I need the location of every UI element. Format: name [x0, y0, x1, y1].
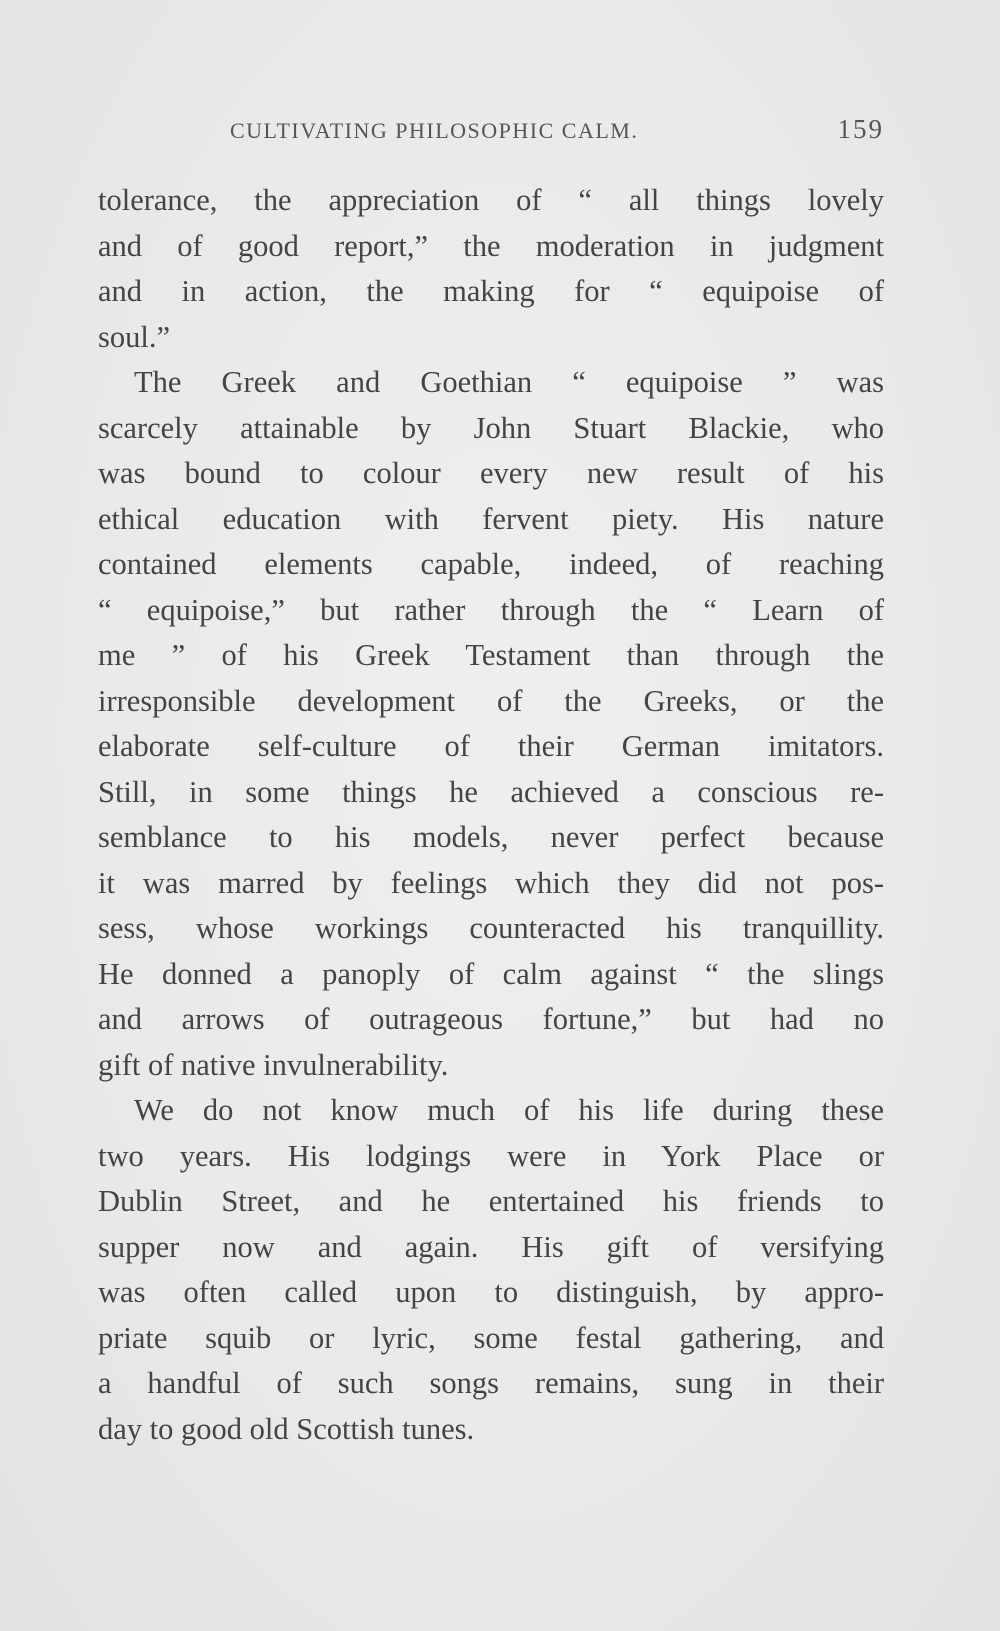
- text-line: irresponsible development of the Greeks, or the: [98, 683, 884, 718]
- text-line: was often called upon to distinguish, by appro-: [98, 1275, 884, 1309]
- text-line: soul.”: [98, 319, 171, 354]
- page-number: 159: [837, 114, 884, 144]
- paragraph: [98, 360, 884, 1088]
- text-line: it was marred by feelings which they did not pos-: [98, 865, 884, 900]
- text-line: and arrows of outrageous fortune,” but had no: [98, 1002, 884, 1036]
- page-header: [98, 110, 884, 150]
- text-line: me ” of his Greek Testament than through the: [98, 638, 884, 672]
- text-line: and of good report,” the moderation in judgment: [98, 228, 884, 263]
- text-line: and in action, the making for “ equipoise of: [98, 274, 884, 308]
- text-line: Still, in some things he achieved a conscious re-: [98, 774, 884, 809]
- running-head: CULTIVATING PHILOSOPHIC CALM.: [230, 118, 639, 143]
- text-line: priate squib or lyric, some festal gathering, and: [98, 1320, 884, 1355]
- text-line: semblance to his models, never perfect because: [98, 820, 884, 854]
- text-line: sess, whose workings counteracted his tranquillity.: [98, 911, 884, 945]
- text-line: ethical education with fervent piety. His nature: [98, 501, 884, 536]
- text-line: The Greek and Goethian “ equipoise ” was: [134, 365, 884, 399]
- text-line: We do not know much of his life during these: [134, 1093, 884, 1127]
- text-line: Dublin Street, and he entertained his friends to: [98, 1184, 884, 1218]
- text-line: tolerance, the appreciation of “ all things lovely: [98, 183, 884, 217]
- text-line: “ equipoise,” but rather through the “ Learn of: [98, 592, 884, 627]
- text-line: day to good old Scottish tunes.: [98, 1411, 475, 1446]
- paragraph: [98, 178, 884, 360]
- text-line: He donned a panoply of calm against “ the slings: [98, 956, 884, 991]
- text-line: gift of native invulnerability.: [98, 1047, 449, 1082]
- text-line: contained elements capable, indeed, of reaching: [98, 547, 884, 581]
- text-line: was bound to colour every new result of his: [98, 456, 884, 490]
- text-line: elaborate self-culture of their German imitators.: [98, 729, 884, 763]
- text-line: supper now and again. His gift of versifying: [98, 1229, 884, 1264]
- text-line: two years. His lodgings were in York Place or: [98, 1138, 884, 1173]
- paragraph: [98, 1088, 884, 1452]
- text-line: a handful of such songs remains, sung in their: [98, 1366, 884, 1400]
- text-line: scarcely attainable by John Stuart Blackie, who: [98, 410, 884, 445]
- body-text: [98, 178, 884, 1452]
